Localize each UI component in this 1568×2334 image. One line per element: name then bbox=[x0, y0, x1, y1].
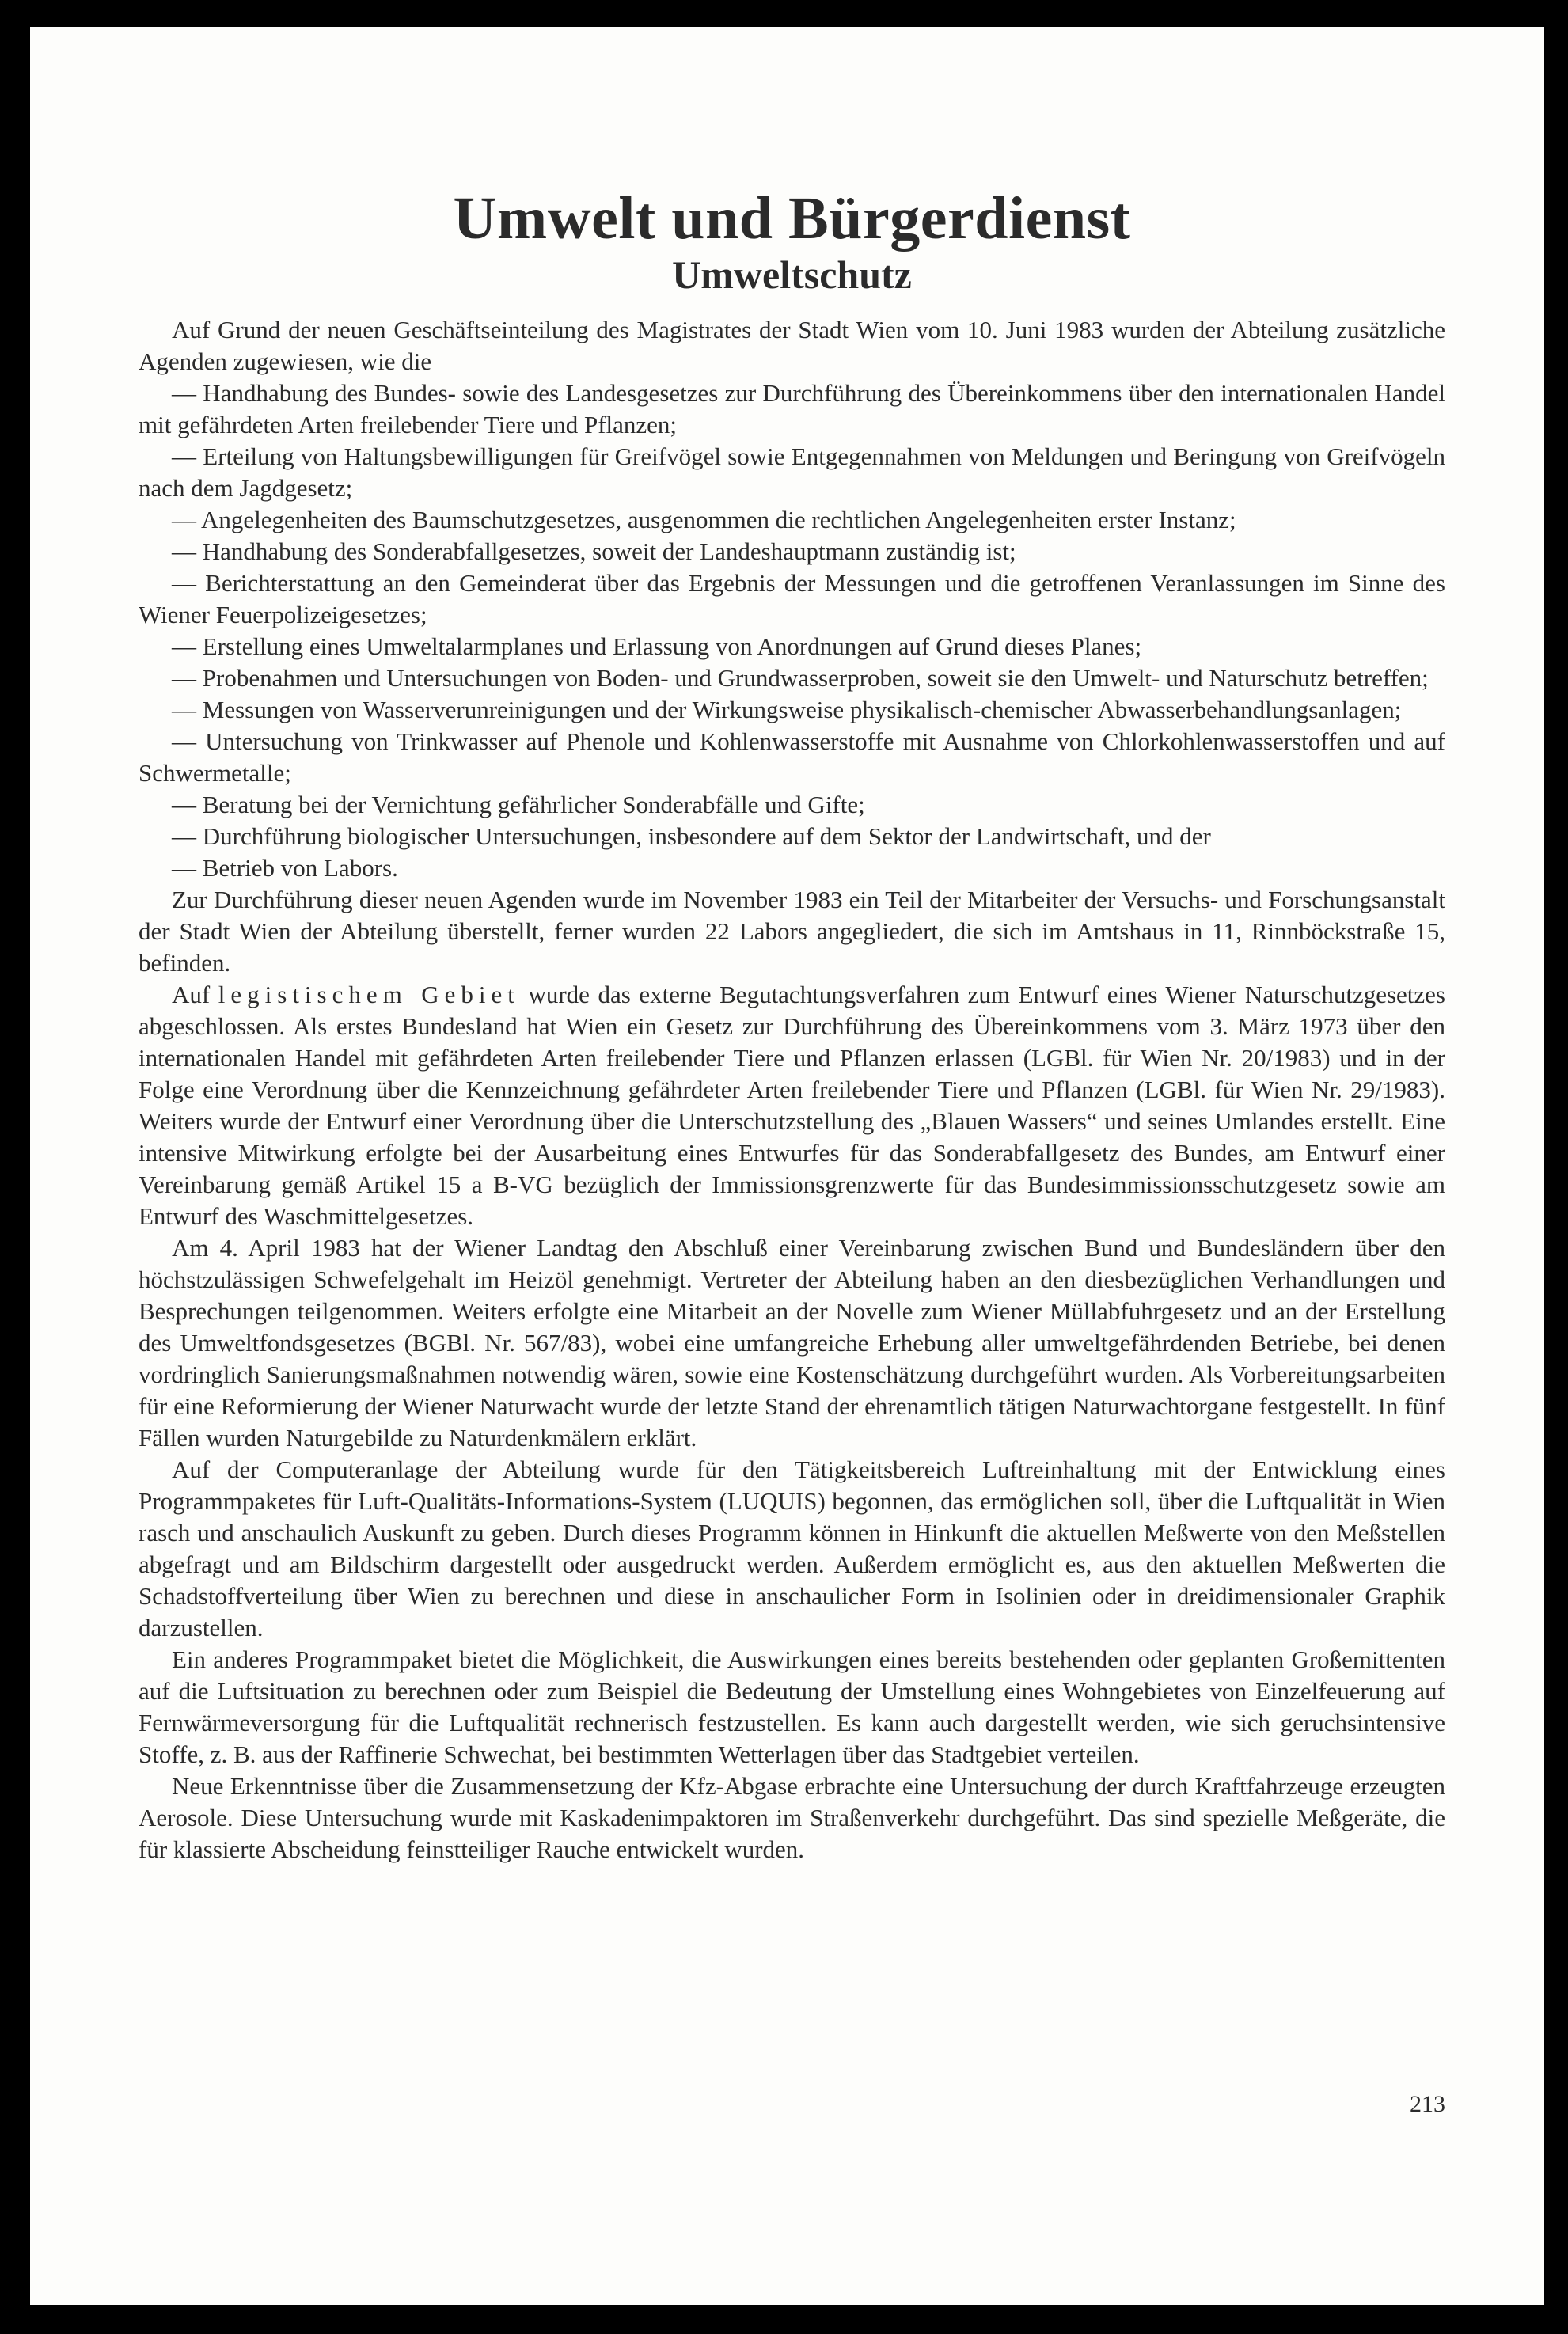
page-title: Umwelt und Bürgerdienst bbox=[453, 185, 1131, 252]
list-item: — Probenahmen und Untersuchungen von Boden- und Grundwasserproben, soweit sie den Umwelt- und Naturschutz betreffen; bbox=[172, 664, 1429, 692]
document-page bbox=[30, 27, 1544, 2305]
list-item: — Angelegenheiten des Baumschutzgesetzes, ausgenommen die rechtlichen Angelegenheiten erster Instanz; bbox=[172, 506, 1236, 533]
list-item: — Untersuchung von Trinkwasser auf Phenole und Kohlenwasserstoffe mit Ausnahme von Chlorkohlenwasserstoffen und auf Schwermetalle; bbox=[139, 727, 1445, 787]
list-item: — Beratung bei der Vernichtung gefährlicher Sonderabfälle und Gifte; bbox=[172, 791, 865, 818]
paragraph-labors: Zur Durchführung dieser neuen Agenden wurde im November 1983 ein Teil der Mitarbeiter der Versuchs- und Forschungsanstalt der Stadt Wien der Abteilung überstellt, ferner wurden 22 Labors angegliedert, die sich im Amtshaus in 11, Rinnböckstraße 15, befinden. bbox=[139, 886, 1445, 977]
body-text bbox=[139, 314, 1445, 1865]
paragraph-legistik-rest: wurde das externe Begutachtungsverfahren zum Entwurf eines Wiener Naturschutzgesetzes abgeschlossen. Als erstes Bundesland hat Wien ein Gesetz zur Durchführung des Übereinkommens vom 3. März 1973 über den internationalen Handel mit gefährdeten Arten freilebender Tiere und Pflanzen erlassen (LGBl. für Wien Nr. 20/1983) und in der Folge eine Verordnung über die Kennzeichnung gefährdeter Arten freilebender Tiere und Pflanzen (LGBl. für Wien Nr. 29/1983). Weiters wurde der Entwurf einer Verordnung über die Unterschutzstellung des „Blauen Wassers“ und seines Umlandes erstellt. Eine intensive Mitwirkung erfolgte bei der Ausarbeitung eines Entwurfes für das Sonderabfallgesetz des Bundes, am Entwurf einer Vereinbarung gemäß Artikel 15 a B-VG bezüglich der Immissionsgrenzwerte für das Bundesimmissionsschutzgesetz sowie am Entwurf des Waschmittelgesetzes. bbox=[139, 981, 1445, 1230]
paragraph-programmpaket: Ein anderes Programmpaket bietet die Möglichkeit, die Auswirkungen eines bereits bestehenden oder geplanten Großemittenten auf die Luftsituation zu berechnen oder zum Beispiel die Bedeutung der Umstellung eines Wohngebietes von Einzelfeuerung auf Fernwärmeversorgung für die Luftqualität rechnerisch festzustellen. Es kann auch dargestellt werden, wie sich geruchsintensive Stoffe, z. B. aus der Raffinerie Schwechat, bei bestimmten Wetterlagen über das Stadtgebiet verteilen. bbox=[139, 1645, 1445, 1768]
list-item: — Berichterstattung an den Gemeinderat über das Ergebnis der Messungen und die getroffenen Veranlassungen im Sinne des Wiener Feuerpolizeigesetzes; bbox=[139, 569, 1445, 628]
paragraph-legistik-spaced: legistischem Gebiet bbox=[218, 981, 520, 1008]
list-item: — Erteilung von Haltungsbewilligungen für Greifvögel sowie Entgegennahmen von Meldungen und Beringung von Greifvögeln nach dem Jagdgesetz; bbox=[139, 442, 1445, 502]
list-item: — Betrieb von Labors. bbox=[172, 854, 398, 882]
paragraph-legistik-lead: Auf bbox=[172, 981, 218, 1008]
intro-paragraph: Auf Grund der neuen Geschäftseinteilung des Magistrates der Stadt Wien vom 10. Juni 1983 wurden der Abteilung zusätzliche Agenden zugewiesen, wie die bbox=[139, 316, 1445, 375]
list-item: — Handhabung des Sonderabfallgesetzes, soweit der Landeshauptmann zuständig ist; bbox=[172, 537, 1016, 565]
paragraph-kfz-abgase: Neue Erkenntnisse über die Zusammensetzung der Kfz-Abgase erbrachte eine Untersuchung der durch Kraftfahrzeuge erzeugten Aerosole. Diese Untersuchung wurde mit Kaskadenimpaktoren im Straßenverkehr durchgeführt. Das sind spezielle Meßgeräte, die für klassierte Abscheidung feinstteiliger Rauche entwickelt wurden. bbox=[139, 1772, 1445, 1863]
page-content bbox=[139, 27, 1445, 2117]
list-item: — Messungen von Wasserverunreinigungen und der Wirkungsweise physikalisch-chemischer Abwasserbehandlungsanlagen; bbox=[172, 696, 1402, 723]
list-item: — Durchführung biologischer Untersuchungen, insbesondere auf dem Sektor der Landwirtschaft, und der bbox=[172, 822, 1211, 850]
paragraph-landtag: Am 4. April 1983 hat der Wiener Landtag den Abschluß einer Vereinbarung zwischen Bund und Bundesländern über den höchstzulässigen Schwefelgehalt im Heizöl genehmigt. Vertreter der Abteilung haben an den diesbezüglichen Verhandlungen und Besprechungen teilgenommen. Weiters erfolgte eine Mitarbeit an der Novelle zum Wiener Müllabfuhrgesetz und an der Erstellung des Umweltfondsgesetzes (BGBl. Nr. 567/83), wobei eine umfangreiche Erhebung aller umweltgefährdenden Betriebe, bei denen vordringlich Sanierungsmaßnahmen notwendig wären, sowie eine Kostenschätzung durchgeführt wurden. Als Vorbereitungsarbeiten für eine Reformierung der Wiener Naturwacht wurde der letzte Stand der ehrenamtlich tätigen Naturwachtorgane festgestellt. In fünf Fällen wurden Naturgebilde zu Naturdenkmälern erklärt. bbox=[139, 1234, 1445, 1452]
paragraph-legistik bbox=[139, 979, 1445, 1232]
list-item: — Handhabung des Bundes- sowie des Landesgesetzes zur Durchführung des Übereinkommens über den internationalen Handel mit gefährdeten Arten freilebender Tiere und Pflanzen; bbox=[139, 379, 1445, 438]
page-number: 213 bbox=[1410, 2091, 1445, 2117]
section-subtitle: Umweltschutz bbox=[672, 252, 912, 297]
paragraph-computer: Auf der Computeranlage der Abteilung wurde für den Tätigkeitsbereich Luftreinhaltung mit der Entwicklung eines Programmpaketes für Luft-Qualitäts-Informations-System (LUQUIS) begonnen, das ermöglichen soll, über die Luftqualität in Wien rasch und anschaulich Auskunft zu geben. Durch dieses Programm können in Hinkunft die aktuellen Meßwerte von den Meßstellen abgefragt und am Bildschirm dargestellt oder ausgedruckt werden. Außerdem ermöglicht es, aus den aktuellen Meßwerten die Schadstoffverteilung über Wien zu berechnen und diese in anschaulicher Form in Isolinien oder in dreidimensionaler Graphik darzustellen. bbox=[139, 1455, 1445, 1641]
list-item: — Erstellung eines Umweltalarmplanes und Erlassung von Anordnungen auf Grund dieses Planes; bbox=[172, 632, 1142, 660]
